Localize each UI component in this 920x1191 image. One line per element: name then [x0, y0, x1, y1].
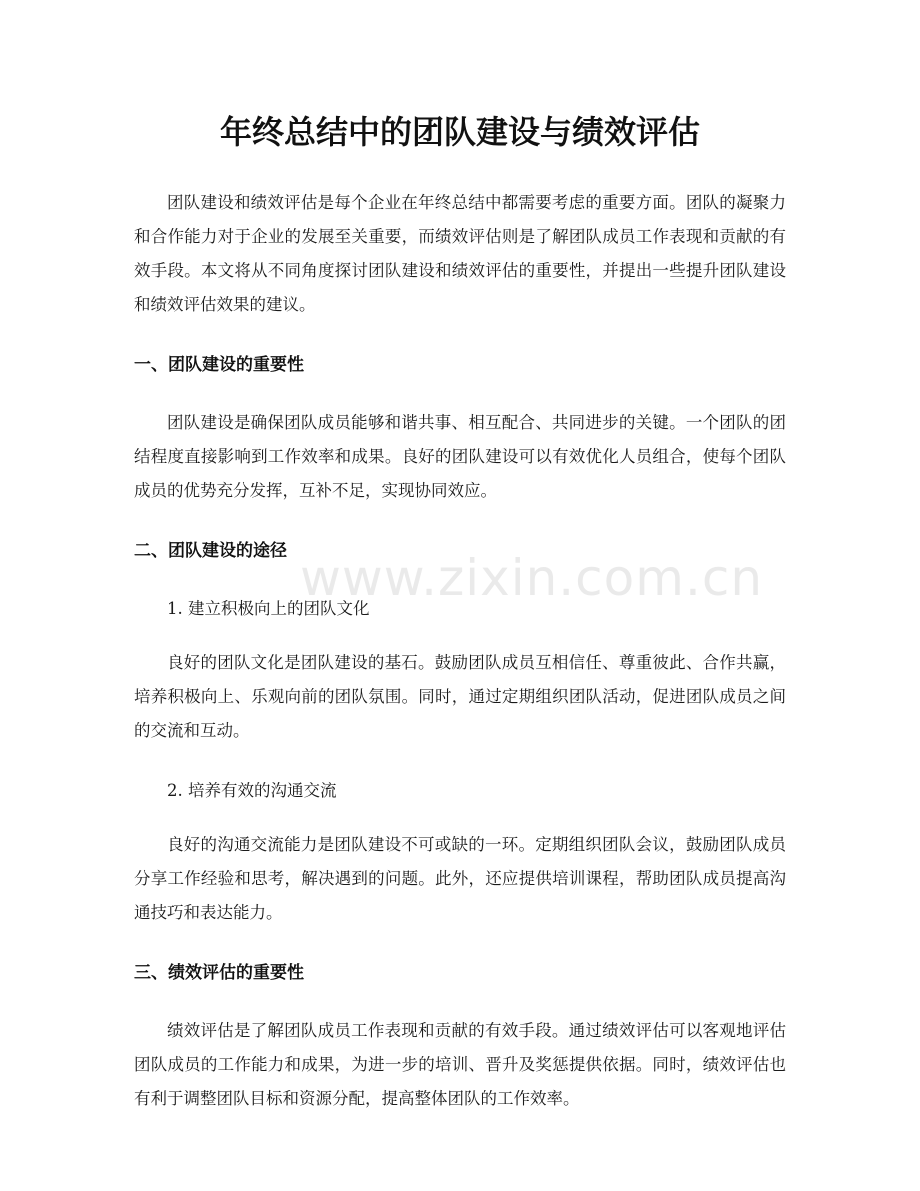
section-1-paragraph: 团队建设是确保团队成员能够和谐共事、相互配合、共同进步的关键。一个团队的团结程度直接影响到工作效率和成果。良好的团队建设可以有效优化人员组合，使每个团队成员的优势充分发挥，互补不足，实现协同效应。 — [134, 413, 786, 500]
section-3-paragraph: 绩效评估是了解团队成员工作表现和贡献的有效手段。通过绩效评估可以客观地评估团队成员的工作能力和成果，为进一步的培训、晋升及奖惩提供依据。同时，绩效评估也有利于调整团队目标和资源分配，提高整体团队的工作效率。 — [134, 1021, 786, 1108]
section-heading-1: 一、团队建设的重要性 — [134, 355, 304, 375]
subsection-heading-2-2: 2. 培养有效的沟通交流 — [167, 781, 337, 800]
subsection-heading-2-1: 1. 建立积极向上的团队文化 — [167, 599, 370, 618]
page-title: 年终总结中的团队建设与绩效评估 — [219, 113, 700, 151]
intro-paragraph: 团队建设和绩效评估是每个企业在年终总结中都需要考虑的重要方面。团队的凝聚力和合作能力对于企业的发展至关重要，而绩效评估则是了解团队成员工作表现和贡献的有效手段。本文将从不同角度探讨团队建设和绩效评估的重要性，并提出一些提升团队建设和绩效评估效果的建议。 — [134, 193, 786, 314]
section-heading-2: 二、团队建设的途径 — [134, 541, 287, 561]
watermark: www.zixin.com.cn — [300, 549, 764, 607]
subsection-2-1-paragraph: 良好的团队文化是团队建设的基石。鼓励团队成员互相信任、尊重彼此、合作共赢，培养积极向上、乐观向前的团队氛围。同时，通过定期组织团队活动，促进团队成员之间的交流和互动。 — [134, 653, 786, 740]
subsection-2-2-paragraph: 良好的沟通交流能力是团队建设不可或缺的一环。定期组织团队会议，鼓励团队成员分享工作经验和思考，解决遇到的问题。此外，还应提供培训课程，帮助团队成员提高沟通技巧和表达能力。 — [134, 835, 786, 922]
section-heading-3: 三、绩效评估的重要性 — [134, 963, 304, 983]
